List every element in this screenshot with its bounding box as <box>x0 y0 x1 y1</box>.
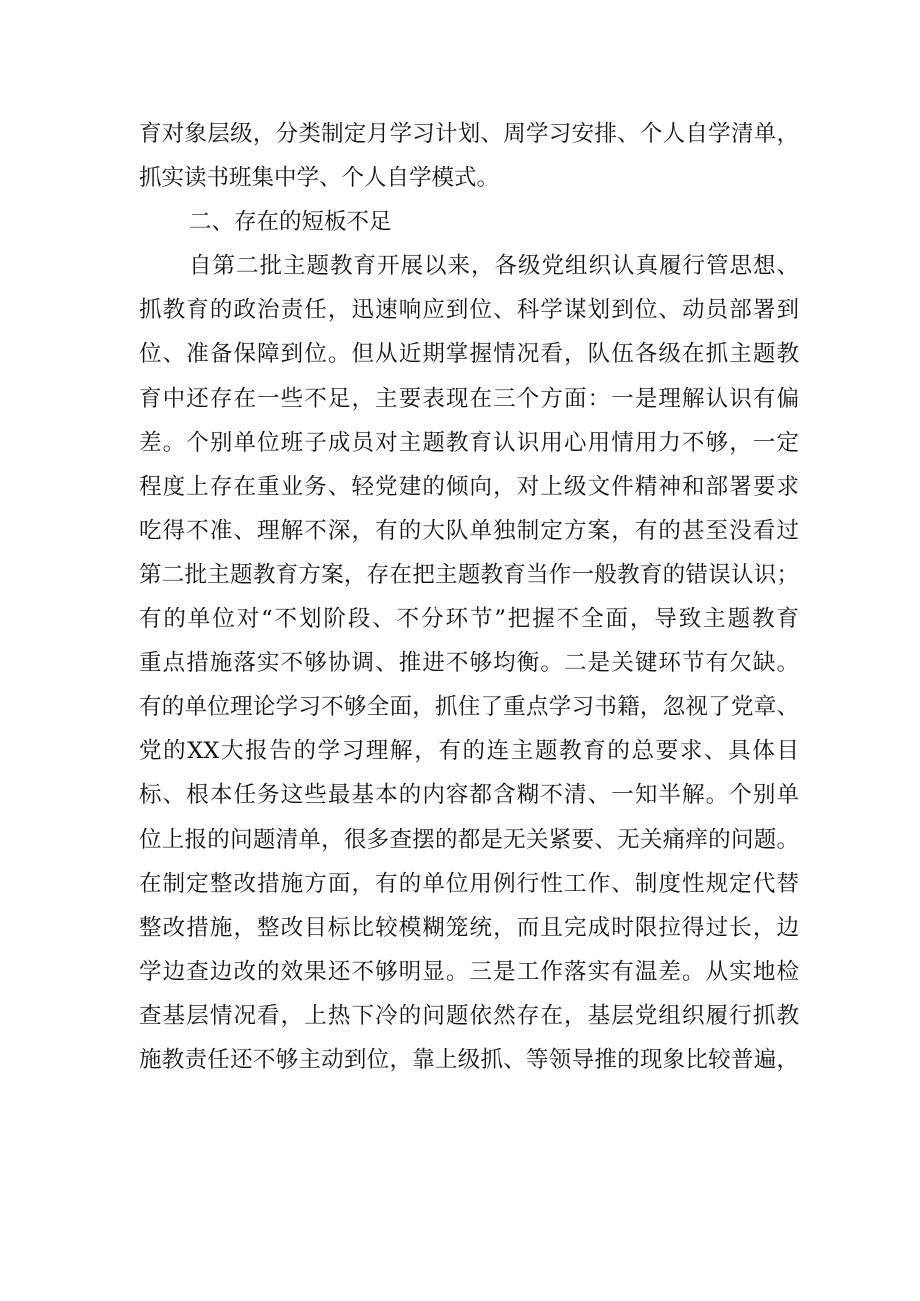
text-line: 抓教育的政治责任，迅速响应到位、科学谋划到位、动员部署到 <box>139 297 799 324</box>
text-line: 有的单位对“不划阶段、不分环节”把握不全面，导致主题教育 <box>139 606 799 633</box>
text-line: 施教责任还不够主动到位，靠上级抓、等领导推的现象比较普遍， <box>139 1046 799 1073</box>
text-line: 有的单位理论学习不够全面，抓住了重点学习书籍，忽视了党章、 <box>139 694 799 721</box>
text-line: 程度上存在重业务、轻党建的倾向，对上级文件精神和部署要求 <box>139 473 799 500</box>
text-line: 位、准备保障到位。但从近期掌握情况看，队伍各级在抓主题教 <box>139 341 799 368</box>
text-line: 标、根本任务这些最基本的内容都含糊不清、一知半解。个别单 <box>139 782 799 809</box>
text-line: 育中还存在一些不足，主要表现在三个方面：一是理解认识有偏 <box>139 385 799 412</box>
section-heading: 二、存在的短板不足 <box>189 209 392 236</box>
text-line: 学边查边改的效果还不够明显。三是工作落实有温差。从实地检 <box>139 958 799 985</box>
text-line: 整改措施，整改目标比较模糊笼统，而且完成时限拉得过长，边 <box>139 914 799 941</box>
document-body <box>139 112 799 1082</box>
text-line: 育对象层级，分类制定月学习计划、周学习安排、个人自学清单， <box>139 121 799 147</box>
text-line: 吃得不准、理解不深，有的大队单独制定方案，有的甚至没看过 <box>139 517 799 544</box>
text-line: 位上报的问题清单，很多查摆的都是无关紧要、无关痛痒的问题。 <box>139 826 799 853</box>
text-line: 党的XX大报告的学习理解，有的连主题教育的总要求、具体目 <box>139 738 799 765</box>
text-line: 自第二批主题教育开展以来，各级党组织认真履行管思想、 <box>189 253 799 280</box>
text-line: 第二批主题教育方案，存在把主题教育当作一般教育的错误认识； <box>139 561 799 588</box>
text-line: 差。个别单位班子成员对主题教育认识用心用情用力不够，一定 <box>139 429 799 456</box>
text-line: 重点措施落实不够协调、推进不够均衡。二是关键环节有欠缺。 <box>139 650 799 677</box>
text-line: 查基层情况看，上热下冷的问题依然存在，基层党组织履行抓教 <box>139 1002 799 1029</box>
text-line: 抓实读书班集中学、个人自学模式。 <box>139 165 500 192</box>
text-line: 在制定整改措施方面，有的单位用例行性工作、制度性规定代替 <box>139 870 799 897</box>
